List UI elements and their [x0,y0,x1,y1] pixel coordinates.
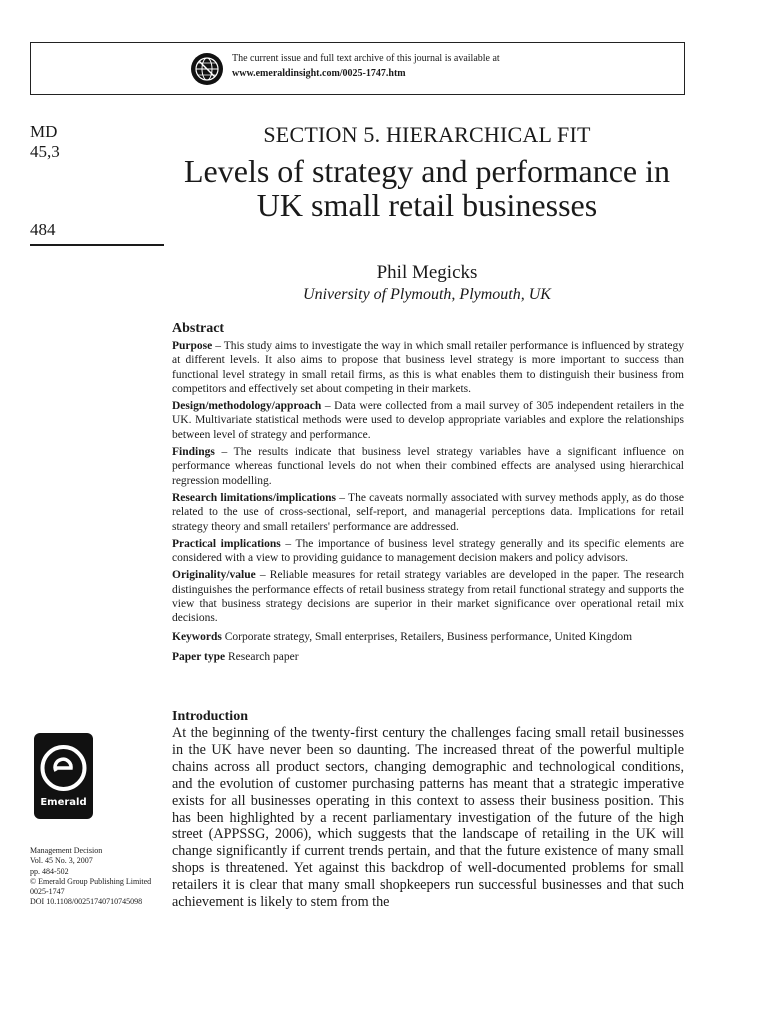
abstract-label: Design/methodology/approach [172,400,322,413]
abstract-paragraph [172,445,684,488]
keywords-line [172,630,684,644]
banner-text: The current issue and full text archive of this journal is available at [232,53,500,64]
citation-block [30,846,170,908]
citation-pages: pp. 484-502 [30,866,69,876]
abstract-paragraph [172,568,684,625]
abstract-text: – The importance of business level strategy generally and its specific elements are considered with a view to providing guidance to management decision makers and policy advisors. [172,537,684,565]
abstract-paragraph [172,491,684,534]
citation-doi: DOI 10.1108/00251740710745098 [30,897,143,907]
section-heading: SECTION 5. HIERARCHICAL FIT [263,122,591,147]
introduction-section [172,709,684,911]
paper-type-label: Paper type [172,650,226,663]
citation-journal: Management Decision [30,846,103,855]
journal-volume-issue: 45,3 [30,142,60,161]
abstract-label: Purpose [172,340,213,352]
introduction-body: At the beginning of the twenty-first century the challenges facing small retail businesses in the UK have never been so daunting. The increased threat of the powerful multiple chains across all product sectors, changing demographic and technological conditions, and the evolution of customer purchasing patterns has meant that a strategic imperative exists for all businesses operating in this context to assess their business position. This has been highlighted by a recent parliamentary investigation of the future of the high street (APPSSG, 2006), which suggests that the landscape of retailing in the UK will change significantly if current trends pertain, and that the future existence of many small shops is threatened. Yet against this backdrop of well-documented problems for small retailers it is clear that many small shopkeepers run successful businesses and that such achievement is likely to stem from the [172,725,684,911]
abstract-label: Originality/value [172,569,256,582]
emerald-logo-text: Emerald [40,797,87,808]
page-number-rule [30,244,164,246]
abstract-label: Research limitations/implications [172,491,337,504]
globe-icon [190,52,224,86]
citation-issn: 0025-1747 [30,887,65,897]
keywords-label: Keywords [172,630,222,643]
abstract-text: – The caveats normally associated with survey methods apply, as do those related to the use of cross-sectional, self-report, and managerial perceptions data. Implications for retail strategy theory and small retailers' performance are addressed. [172,491,684,533]
abstract-paragraph [172,537,684,566]
abstract-text: – Reliable measures for retail strategy variables are developed in the paper. The research distinguishes the performance effects of retail business strategy from retail functional strategy and supports the view that business strategy decisions are superior in their market significance over operational retail mix decisions. [172,569,684,625]
abstract-paragraph [172,399,684,442]
abstract-label: Practical implications [172,537,281,550]
abstract-heading: Abstract [172,321,225,336]
abstract-text: – This study aims to investigate the way in which small retailer performance is influenced by strategy at different levels. It also aims to propose that business level strategy is more important to success than functional level strategy in small retail firms, as this is what enables them to distinguish their business from competitors and effectively set about competing in their markets. [172,340,684,395]
paper-title: Levels of strategy and performance in UK small retail businesses [183,153,670,223]
author-name: Phil Megicks [376,262,478,283]
introduction-heading: Introduction [172,709,248,724]
banner-url-link[interactable]: www.emeraldinsight.com/0025-1747.htm [232,68,406,79]
paper-type-line [172,650,684,664]
citation-volume: Vol. 45 No. 3, 2007 [30,856,93,866]
abstract-section [172,321,684,670]
keywords-text: Corporate strategy, Small enterprises, Retailers, Business performance, United Kingdom [221,630,633,643]
journal-code: MD [30,122,58,141]
paper-type-text: Research paper [225,650,299,663]
citation-copyright: © Emerald Group Publishing Limited [30,876,152,886]
abstract-text: – The results indicate that business level strategy variables have a significant influence on performance whereas functional levels do not when their combined effects are analysed using hierarchical regression modelling. [172,446,684,487]
author-affiliation: University of Plymouth, Plymouth, UK [303,286,551,303]
abstract-text: – Data were collected from a mail survey of 305 independent retailers in the UK. Multivariate statistical methods were used to develop appropriate variables and explore the relationships between level of strategy and performance. [172,400,684,441]
page-number: 484 [30,220,56,239]
abstract-paragraph [172,339,684,396]
abstract-label: Findings [172,446,215,459]
